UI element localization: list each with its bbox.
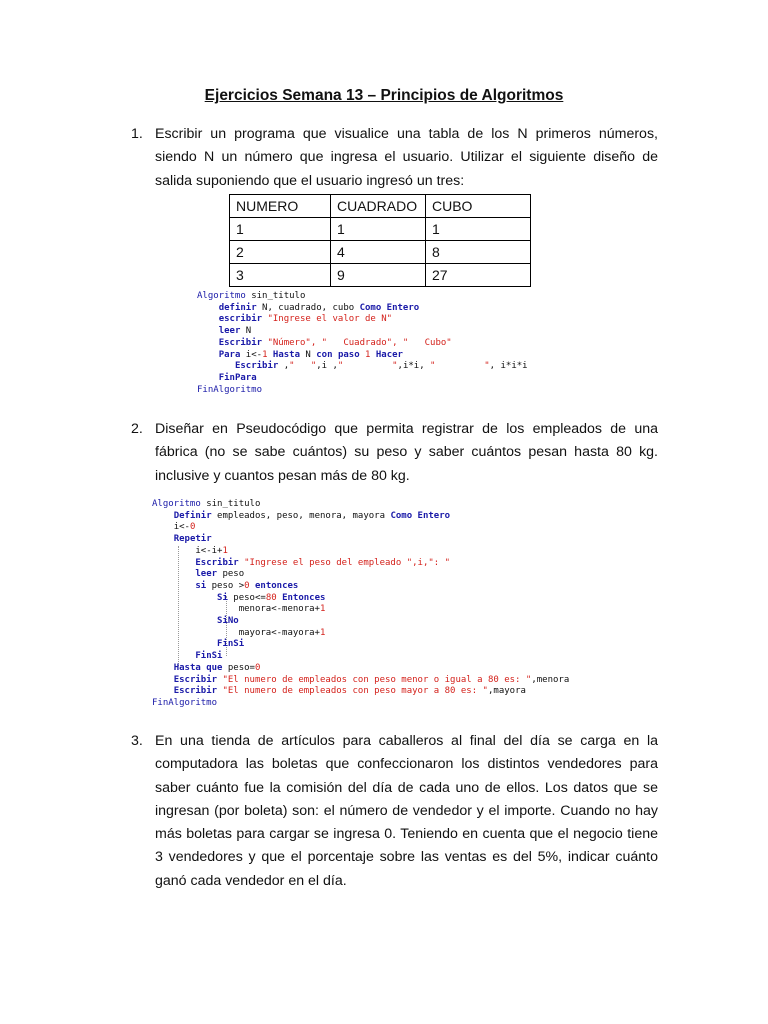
table-row	[230, 218, 531, 241]
table-cell: 1	[230, 218, 331, 241]
table-cell: 8	[426, 241, 531, 264]
table-header: CUADRADO	[331, 195, 426, 218]
table-cell: 4	[331, 241, 426, 264]
exercise-2	[131, 418, 658, 488]
exercise-number: 3.	[131, 733, 143, 749]
exercise-text: En una tienda de artículos para caballeros al final del día se carga en la computadora las boletas que confeccionaron los distintos vendedores para saber cuánto fue la comisión del día de cada uno de ellos. Los datos que se ingresan (por boleta) son: el número de vendedor y el importe. Cuando no hay más boletas para cargar se ingresa 0. Teniendo en cuenta que el negocio tiene 3 vendedores y que el porcentaje sobre las ventas es del 5%, indicar cuánto ganó cada vendedor en el día.	[155, 733, 658, 889]
table-cell: 9	[331, 264, 426, 287]
output-table-wrapper	[229, 194, 541, 290]
exercise-text: Diseñar en Pseudocódigo que permita registrar de los empleados de una fábrica (no se sabe cuántos) su peso y saber cuántos pesan hasta 80 kg. inclusive y cuantos pesan más de 80 kg.	[155, 421, 658, 484]
code-block-1: Algoritmo sin_titulo definir N, cuadrado, cubo Como Entero escribir "Ingrese el valor de N" leer N Escribir "Número", " Cuadrado", " Cubo" Para i<-1 Hasta N con paso 1 Hacer Escribir ," ",i ," ",i*i, " ", i*i*i FinPara FinAlgoritmo	[197, 291, 528, 395]
table-cell: 1	[331, 218, 426, 241]
exercise-3	[131, 730, 658, 893]
page-title: Ejercicios Semana 13 – Principios de Algoritmos	[204, 87, 564, 104]
table-row	[230, 264, 531, 287]
exercise-number: 2.	[131, 421, 143, 437]
exercise-1	[131, 123, 658, 193]
table-row	[230, 241, 531, 264]
table-header-row	[230, 195, 531, 218]
table-cell: 2	[230, 241, 331, 264]
output-table	[229, 194, 531, 287]
table-cell: 1	[426, 218, 531, 241]
table-cell: 3	[230, 264, 331, 287]
exercise-number: 1.	[131, 126, 143, 142]
table-cell: 27	[426, 264, 531, 287]
table-header: CUBO	[426, 195, 531, 218]
code-block-2: Algoritmo sin_titulo Definir empleados, peso, menora, mayora Como Entero i<-0 Repetir i<-i+1 Escribir "Ingrese el peso del empleado ",i,": " leer peso si peso >0 entonces Si peso<=80 Entonces menora<-menora+1 SiNo mayora<-mayora+1 FinSi FinSi Hasta que peso=0 Escribir "El numero de empleados con peso menor o igual a 80 es: ",menora Escribir "El numero de empleados con peso mayor a 80 es: ",mayora FinAlgoritmo	[152, 499, 570, 708]
table-header: NUMERO	[230, 195, 331, 218]
exercise-text: Escribir un programa que visualice una tabla de los N primeros números, siendo N un número que ingresa el usuario. Utilizar el siguiente diseño de salida suponiendo que el usuario ingresó un tres:	[155, 126, 658, 189]
